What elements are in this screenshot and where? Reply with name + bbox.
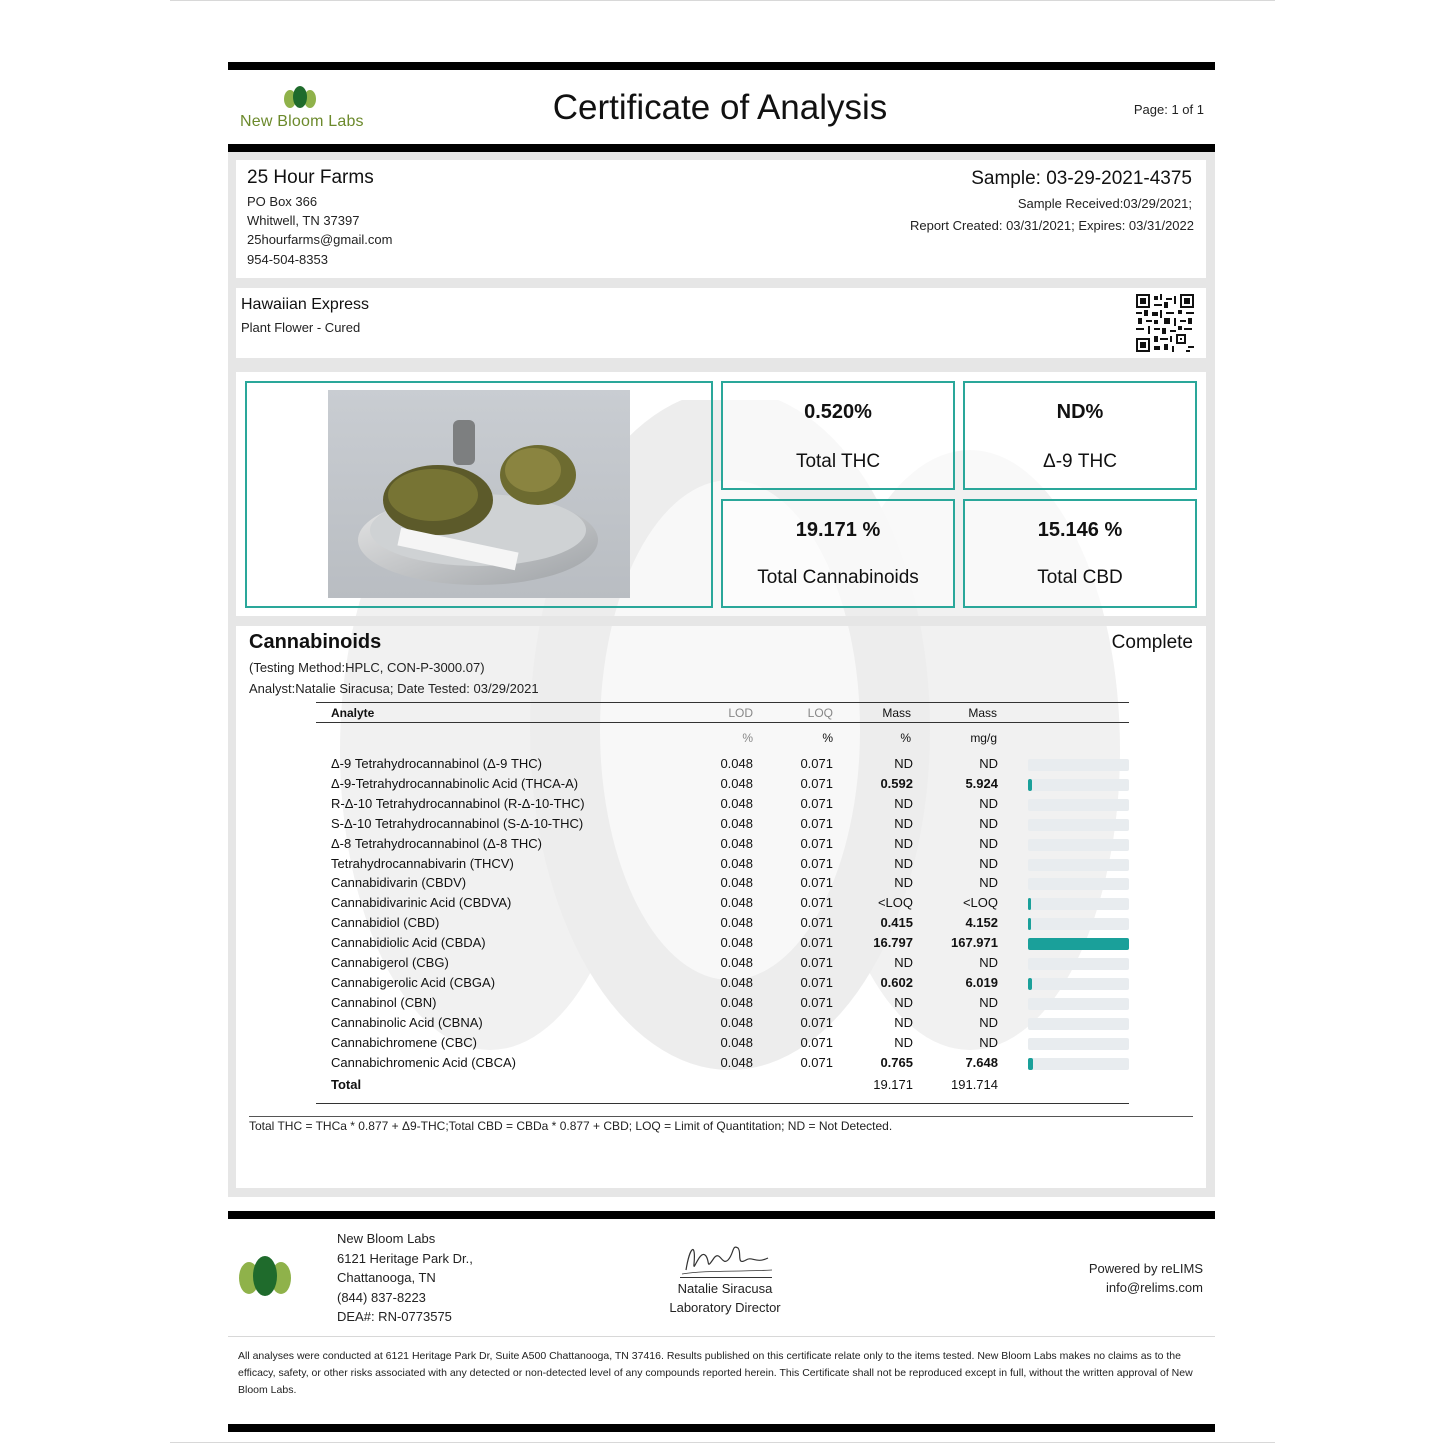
table-row xyxy=(331,756,1131,776)
header-top-bar xyxy=(228,62,1215,70)
table-row xyxy=(331,935,1131,955)
analyte-name: R-Δ-10 Tetrahydrocannabinol (R-Δ-10-THC) xyxy=(331,795,585,811)
mass-pct-value: ND xyxy=(894,994,913,1010)
mass-pct-value: ND xyxy=(894,855,913,871)
summary-label: Total CBD xyxy=(1037,567,1123,588)
col-mass-pct: Mass xyxy=(882,706,911,720)
col-mass-mg: Mass xyxy=(968,706,997,720)
mass-bar xyxy=(1028,1058,1129,1070)
analyte-name: Cannabidiol (CBD) xyxy=(331,915,440,931)
footer-logo-icon xyxy=(238,1256,292,1298)
summary-d9-thc xyxy=(963,381,1197,490)
loq-value: 0.071 xyxy=(800,835,833,851)
lod-value: 0.048 xyxy=(720,756,753,771)
lab-street: 6121 Heritage Park Dr., xyxy=(337,1250,473,1266)
mass-bar xyxy=(1028,878,1129,890)
mass-mg-value: 7.648 xyxy=(965,1054,998,1070)
table-row xyxy=(331,975,1131,995)
lab-name: New Bloom Labs xyxy=(337,1231,436,1246)
mass-mg-value: ND xyxy=(979,1034,998,1050)
product-box xyxy=(236,288,1206,358)
footnote: Total THC = THCa * 0.877 + Δ9-THC;Total CBD = CBDa * 0.877 + CBD; LOQ = Limit of Quantitation; ND = Not Detected. xyxy=(249,1119,893,1133)
mass-pct-value: 16.797 xyxy=(873,935,913,951)
mass-pct-value: ND xyxy=(894,835,913,851)
mass-mg-value: 6.019 xyxy=(965,974,998,990)
product-photo xyxy=(328,390,630,598)
lod-value: 0.048 xyxy=(720,795,753,811)
table-top-rule xyxy=(316,702,1129,703)
mass-bar xyxy=(1028,998,1129,1010)
loq-value: 0.071 xyxy=(800,1014,833,1030)
mass-bar-fill xyxy=(1028,918,1031,930)
lod-value: 0.048 xyxy=(720,1034,753,1050)
loq-value: 0.071 xyxy=(800,1034,833,1050)
mass-mg-value: ND xyxy=(979,855,998,871)
footnote-rule xyxy=(249,1116,1193,1117)
loq-value: 0.071 xyxy=(800,994,833,1010)
analyte-name: Cannabigerol (CBG) xyxy=(331,955,449,970)
lod-value: 0.048 xyxy=(720,775,753,791)
loq-value: 0.071 xyxy=(800,855,833,871)
analyte-name: Δ-8 Tetrahydrocannabinol (Δ-8 THC) xyxy=(331,835,543,851)
loq-value: 0.071 xyxy=(800,815,833,831)
sample-id: Sample: 03-29-2021-4375 xyxy=(971,168,1192,189)
mass-bar xyxy=(1028,759,1129,771)
summary-value: 15.146 % xyxy=(1037,519,1123,541)
unit-pct: % xyxy=(900,731,911,745)
col-analyte: Analyte xyxy=(331,706,375,720)
lab-dea: DEA#: RN-0773575 xyxy=(337,1309,452,1324)
mass-mg-value: ND xyxy=(979,994,998,1010)
mass-bar-fill xyxy=(1028,779,1032,791)
summary-value: 0.520% xyxy=(804,401,872,423)
total-mg: 191.714 xyxy=(951,1077,998,1092)
analyte-name: Cannabidiolic Acid (CBDA) xyxy=(331,935,486,951)
summary-value: ND% xyxy=(1056,401,1104,423)
mass-pct-value: ND xyxy=(894,1014,913,1030)
mass-mg-value: ND xyxy=(979,795,998,811)
lab-city: Chattanooga, TN xyxy=(337,1270,436,1285)
loq-value: 0.071 xyxy=(800,935,833,951)
table-bottom-rule xyxy=(316,1103,1129,1104)
loq-value: 0.071 xyxy=(800,875,833,891)
mass-bar xyxy=(1028,859,1129,871)
lab-phone: (844) 837-8223 xyxy=(337,1289,426,1305)
powered-by: Powered by reLIMS xyxy=(1088,1261,1203,1276)
table-row xyxy=(331,1015,1131,1035)
mass-mg-value: 5.924 xyxy=(965,775,998,791)
lod-value: 0.048 xyxy=(720,955,753,970)
analyte-name: Cannabidivarin (CBDV) xyxy=(331,875,467,891)
mass-bar xyxy=(1028,978,1129,990)
analyst-info: Analyst:Natalie Siracusa; Date Tested: 03/29/2021 xyxy=(249,681,539,696)
analyte-name: Cannabidivarinic Acid (CBDVA) xyxy=(331,895,512,911)
testing-method: (Testing Method:HPLC, CON-P-3000.07) xyxy=(249,660,485,675)
mass-pct-value: ND xyxy=(894,875,913,891)
client-box xyxy=(236,160,1206,278)
client-name: 25 Hour Farms xyxy=(247,167,374,188)
table-row xyxy=(331,915,1131,935)
table-row xyxy=(331,816,1131,836)
analyte-name: Δ-9 Tetrahydrocannabinol (Δ-9 THC) xyxy=(331,756,543,771)
page-title: Certificate of Analysis xyxy=(552,88,888,127)
client-email: 25hourfarms@gmail.com xyxy=(247,232,393,247)
mass-bar xyxy=(1028,958,1129,970)
table-row xyxy=(331,955,1131,975)
lod-value: 0.048 xyxy=(720,875,753,891)
table-row xyxy=(331,895,1131,915)
product-type: Plant Flower - Cured xyxy=(241,320,361,335)
mass-pct-value: ND xyxy=(894,1034,913,1050)
mass-pct-value: 0.592 xyxy=(880,775,913,791)
client-address-1: PO Box 366 xyxy=(247,194,318,209)
unit-mg: mg/g xyxy=(970,731,997,745)
mass-mg-value: ND xyxy=(979,875,998,891)
loq-value: 0.071 xyxy=(800,1054,833,1070)
mass-pct-value: <LOQ xyxy=(877,895,913,911)
logo-icon xyxy=(282,86,318,110)
analyte-name: Δ-9-Tetrahydrocannabinolic Acid (THCA-A) xyxy=(331,775,579,791)
mass-pct-value: 0.765 xyxy=(880,1054,913,1070)
col-loq: LOQ xyxy=(807,706,833,720)
table-row xyxy=(331,776,1131,796)
mass-bar-fill xyxy=(1028,978,1032,990)
mass-bar-fill xyxy=(1028,938,1129,950)
qr-code-icon[interactable] xyxy=(1136,294,1194,352)
mass-mg-value: ND xyxy=(979,835,998,851)
mass-mg-value: ND xyxy=(979,1014,998,1030)
logo-text: New Bloom Labs xyxy=(240,113,364,130)
lab-address xyxy=(337,1229,473,1327)
summary-total-cbd xyxy=(963,499,1197,608)
mass-mg-value: ND xyxy=(979,955,998,970)
mass-mg-value: <LOQ xyxy=(962,895,998,911)
section-title: Cannabinoids xyxy=(249,631,382,653)
footer-top-bar xyxy=(228,1211,1215,1219)
analyte-name: Cannabinol (CBN) xyxy=(331,994,437,1010)
client-address-2: Whitwell, TN 37397 xyxy=(247,213,360,228)
analyte-name: Cannabinolic Acid (CBNA) xyxy=(331,1014,483,1030)
powered-email: info@relims.com xyxy=(1106,1280,1203,1295)
section-divider xyxy=(236,616,1206,626)
page-number: Page: 1 of 1 xyxy=(1133,102,1204,117)
table-row xyxy=(331,796,1131,816)
table-header-rule xyxy=(316,722,1129,723)
lod-value: 0.048 xyxy=(720,1054,753,1070)
lod-value: 0.048 xyxy=(720,935,753,951)
mass-mg-value: 4.152 xyxy=(965,915,998,931)
mass-pct-value: ND xyxy=(894,756,913,771)
analyte-name: Tetrahydrocannabivarin (THCV) xyxy=(331,855,514,871)
disclaimer-rule xyxy=(228,1336,1215,1337)
disclaimer: All analyses were conducted at 6121 Heritage Park Dr, Suite A500 Chattanooga, TN 37416. Results published on this certificate relate only to the items tested. New Bloom Labs makes no claims as to the efficacy, safety, or other risks associated with any detected or non-detected level of any compounds reported herein. This Certificate shall not be reproduced except in full, without the written approval of New Bloom Labs. xyxy=(238,1350,1193,1396)
client-phone: 954-504-8353 xyxy=(247,252,328,267)
lod-value: 0.048 xyxy=(720,974,753,990)
product-name: Hawaiian Express xyxy=(241,296,370,313)
mass-bar-fill xyxy=(1028,1058,1033,1070)
mass-bar xyxy=(1028,1018,1129,1030)
loq-value: 0.071 xyxy=(800,775,833,791)
mass-bar xyxy=(1028,799,1129,811)
total-pct: 19.171 xyxy=(873,1077,913,1092)
table-row xyxy=(331,875,1131,895)
summary-value: 19.171 % xyxy=(795,519,881,541)
loq-value: 0.071 xyxy=(800,915,833,931)
page-top-edge xyxy=(170,0,1275,1)
signer-name: Natalie Siracusa xyxy=(677,1281,773,1296)
sample-received: Sample Received:03/29/2021; xyxy=(1017,196,1192,211)
mass-bar xyxy=(1028,898,1129,910)
mass-pct-value: 0.415 xyxy=(880,915,913,931)
analyte-name: S-Δ-10 Tetrahydrocannabinol (S-Δ-10-THC) xyxy=(331,815,584,831)
lod-value: 0.048 xyxy=(720,815,753,831)
unit-loq: % xyxy=(822,731,833,745)
mass-pct-value: ND xyxy=(894,795,913,811)
mass-bar xyxy=(1028,1038,1129,1050)
table-row xyxy=(331,836,1131,856)
mass-bar-fill xyxy=(1028,898,1031,910)
summary-label: Total THC xyxy=(795,451,881,472)
footer-bottom-bar xyxy=(228,1424,1215,1432)
report-dates: Report Created: 03/31/2021; Expires: 03/31/2022 xyxy=(909,218,1194,233)
summary-label: Total Cannabinoids xyxy=(757,567,919,588)
lod-value: 0.048 xyxy=(720,835,753,851)
lod-value: 0.048 xyxy=(720,915,753,931)
signature-line xyxy=(680,1277,772,1278)
lod-value: 0.048 xyxy=(720,895,753,911)
table-row xyxy=(331,1035,1131,1055)
table-row xyxy=(331,995,1131,1015)
signer-title: Laboratory Director xyxy=(669,1300,781,1315)
lod-value: 0.048 xyxy=(720,1014,753,1030)
analyte-name: Cannabichromene (CBC) xyxy=(331,1034,477,1050)
mass-mg-value: ND xyxy=(979,756,998,771)
summary-label: Δ-9 THC xyxy=(1043,451,1117,472)
loq-value: 0.071 xyxy=(800,974,833,990)
mass-bar xyxy=(1028,918,1129,930)
mass-bar xyxy=(1028,839,1129,851)
signature xyxy=(676,1236,776,1280)
mass-mg-value: ND xyxy=(979,815,998,831)
loq-value: 0.071 xyxy=(800,756,833,771)
mass-pct-value: ND xyxy=(894,815,913,831)
summary-total-thc xyxy=(721,381,955,490)
analyte-name: Cannabigerolic Acid (CBGA) xyxy=(331,974,496,990)
mass-pct-value: ND xyxy=(894,955,913,970)
lod-value: 0.048 xyxy=(720,855,753,871)
loq-value: 0.071 xyxy=(800,895,833,911)
header-bottom-bar xyxy=(228,144,1215,152)
loq-value: 0.071 xyxy=(800,955,833,970)
mass-bar xyxy=(1028,779,1129,791)
table-total-row xyxy=(331,1077,1131,1097)
page-bottom-edge xyxy=(170,1442,1275,1443)
analyte-name: Cannabichromenic Acid (CBCA) xyxy=(331,1054,516,1070)
col-lod: LOD xyxy=(728,706,753,720)
table-row xyxy=(331,856,1131,876)
unit-lod: % xyxy=(742,731,753,745)
loq-value: 0.071 xyxy=(800,795,833,811)
total-label: Total xyxy=(331,1077,362,1092)
mass-bar xyxy=(1028,819,1129,831)
summary-total-cannabinoids xyxy=(721,499,955,608)
lod-value: 0.048 xyxy=(720,994,753,1010)
status-complete: Complete xyxy=(1111,632,1193,653)
mass-mg-value: 167.971 xyxy=(951,935,998,951)
table-row xyxy=(331,1055,1131,1075)
mass-bar xyxy=(1028,938,1129,950)
mass-pct-value: 0.602 xyxy=(880,974,913,990)
